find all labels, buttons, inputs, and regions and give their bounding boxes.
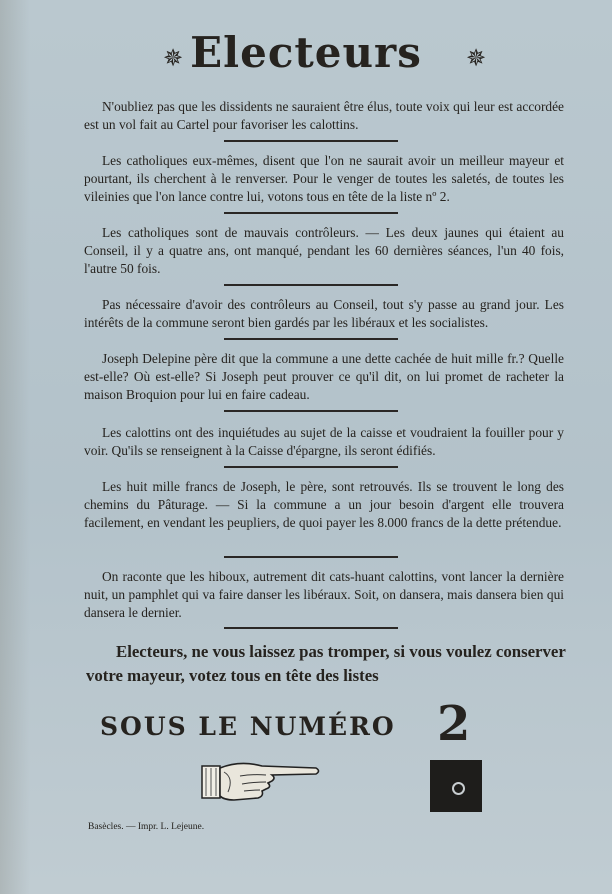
numero-label: SOUS LE NUMÉRO xyxy=(100,712,396,741)
divider-5 xyxy=(224,410,398,412)
divider-6 xyxy=(224,466,398,468)
page-title: Electeurs xyxy=(190,28,422,77)
paragraph-2: Les catholiques eux-mêmes, disent que l'on ne saurait avoir un meilleur mayeur et pourtant, ils cherchent à le renverser. Pour le venger de toutes les saletés, de toutes les vileinies que l'on lance contre lui, votons tous en tête de la liste nº 2. xyxy=(84,153,564,204)
paragraph-3: Les catholiques sont de mauvais contrôleurs. — Les deux jaunes qui étaient au Conseil, il y a quatre ans, ont manqué, pendant les 60 dernières séances, l'un 40 fois, l'autre 50 fois. xyxy=(84,225,564,276)
divider-4 xyxy=(224,338,398,340)
vote-box-dot xyxy=(452,782,465,795)
divider-3 xyxy=(224,284,398,286)
pointing-hand-icon xyxy=(200,758,322,808)
divider-2 xyxy=(224,212,398,214)
title-row xyxy=(0,28,612,77)
paragraph-8: On raconte que les hiboux, autrement dit cats-huant calottins, vont lancer la dernière nuit, un pamphlet qui va faire danser les libéraux. Soit, on dansera, mais dansera bien qui dansera le dernier. xyxy=(84,569,564,620)
divider-8 xyxy=(224,627,398,629)
paragraph-1: N'oubliez pas que les dissidents ne sauraient être élus, toute voix qui leur est accordée est un vol fait au Cartel pour favoriser les calottins. xyxy=(84,99,564,132)
paragraph-6: Les calottins ont des inquiétudes au sujet de la caisse et voudraient la fouiller pour y voir. Qu'ils se renseignent à la Caisse d'épargne, ils seront édifiés. xyxy=(84,425,564,458)
appeal-text: Electeurs, ne vous laissez pas tromper, si vous voulez conserver votre mayeur, votez tous en tête des listes xyxy=(86,642,566,685)
ornament-left-icon: ✵ xyxy=(163,46,184,72)
list-number: 2 xyxy=(437,696,471,752)
paragraph-4: Pas nécessaire d'avoir des contrôleurs au Conseil, tout s'y passe au grand jour. Les intérêts de la commune seront bien gardés par les libéraux et les socialistes. xyxy=(84,297,564,330)
ornament-right-icon: ✵ xyxy=(466,46,487,72)
divider-7 xyxy=(224,556,398,558)
paper-edge-stain xyxy=(0,0,30,894)
vote-box-icon xyxy=(430,760,482,812)
printer-credit: Basècles. — Impr. L. Lejeune. xyxy=(88,822,205,832)
paragraph-5: Joseph Delepine père dit que la commune a une dette cachée de huit mille fr.? Quelle est-elle? Où est-elle? Si Joseph peut prouver ce qu'il dit, on lui promet de racheter la maison Broquion pour lui en faire cadeau. xyxy=(84,351,564,402)
paragraph-7: Les huit mille francs de Joseph, le père, sont retrouvés. Ils se trouvent le long des chemins du Pâturage. — Si la commune a un jour besoin d'argent elle trouvera facilement, en vendant les peupliers, de quoi payer les 8.000 francs de la dette prétendue. xyxy=(84,479,564,530)
divider-1 xyxy=(224,140,398,142)
